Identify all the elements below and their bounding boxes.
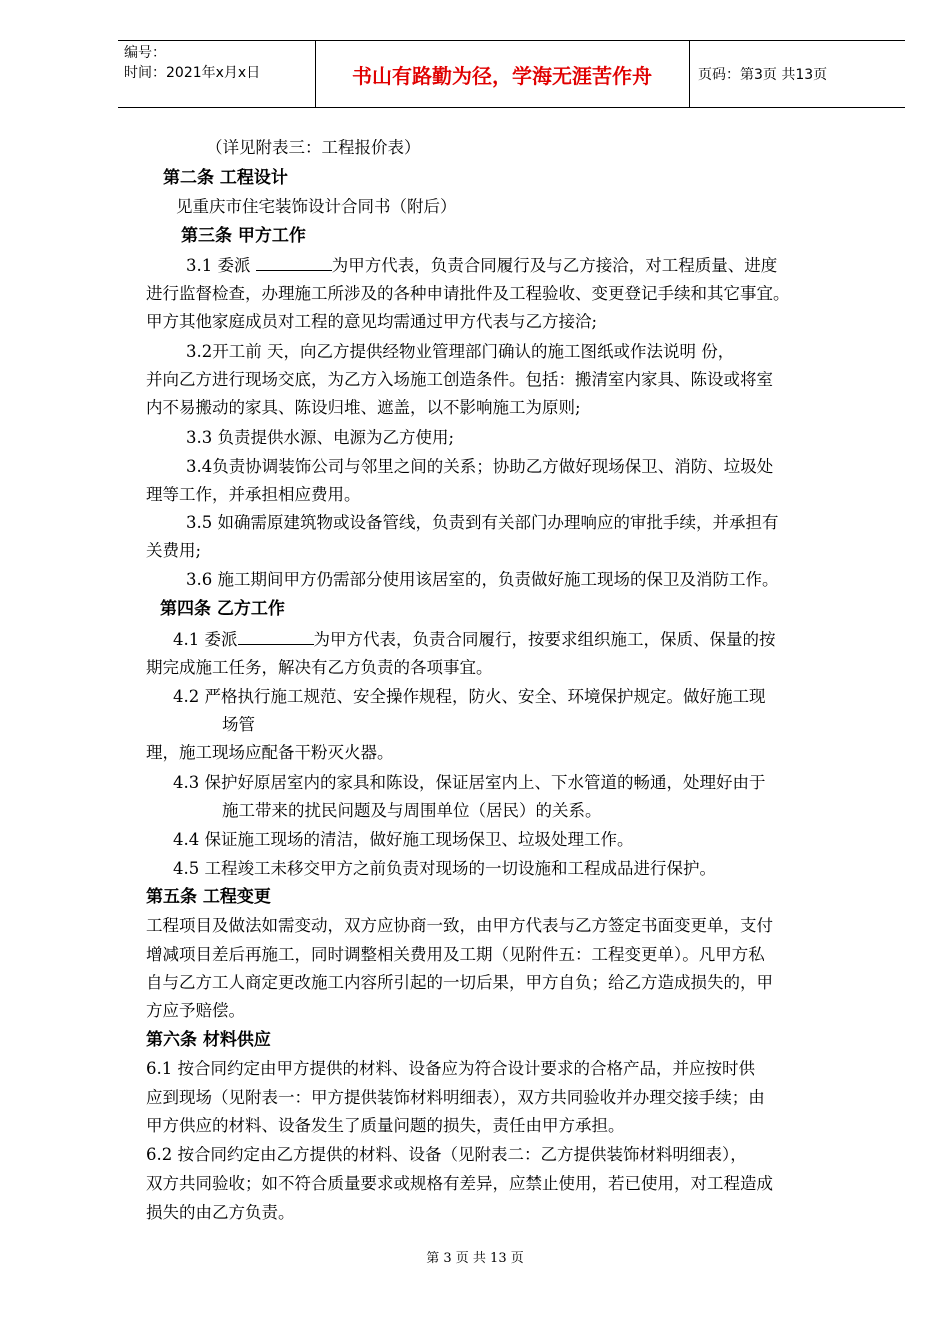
body-line: 方应予赔偿。 [146,1001,245,1020]
body-line: 3.2开工前 天，向乙方提供经物业管理部门确认的施工图纸或作法说明 份， [186,342,735,361]
body-line: 增减项目差后再施工，同时调整相关费用及工期（见附件五：工程变更单）。凡甲方私 [146,945,765,964]
header-meta [124,43,312,83]
body-line: 进行监督检查，办理施工所涉及的各种申请批件及工程验收、变更登记手续和其它事宜。 [146,284,790,303]
body-line: 4.5 工程竣工未移交甲方之前负责对现场的一切设施和工程成品进行保护。 [173,859,716,878]
fill-in-blank[interactable] [238,628,314,645]
body-line: 关费用; [146,541,202,560]
body-line: 理等工作，并承担相应费用。 [146,485,361,504]
body-line: 期完成施工任务，解决有乙方负责的各项事宜。 [146,658,493,677]
clause-text: 为甲方代表，负责合同履行及与乙方接洽，对工程质量、进度 [331,256,778,275]
body-line: 3.3 负责提供水源、电源为乙方使用; [186,428,455,447]
document-header [118,40,905,108]
section-heading: 第五条 工程变更 [146,887,271,907]
body-line: 损失的由乙方负责。 [146,1203,295,1222]
body-line: 见重庆市住宅装饰设计合同书（附后） [176,197,457,216]
body-line: 6.2 按合同约定由乙方提供的材料、设备（见附表二：乙方提供装饰材料明细表）， [146,1145,747,1164]
clause-text: 3.1 委派 [186,256,256,275]
doc-time-label: 时间：2021年x月x日 [124,65,261,81]
header-motto: 书山有路勤为径，学海无涯苦作舟 [352,63,652,88]
body-line: 内不易搬动的家具、陈设归堆、遮盖，以不影响施工为原则; [146,398,581,417]
body-line: 施工带来的扰民问题及与周围单位（居民）的关系。 [222,801,602,820]
section-heading: 第三条 甲方工作 [181,226,306,246]
doc-number-label: 编号： [124,45,166,61]
body-line: 甲方其他家庭成员对工程的意见均需通过甲方代表与乙方接洽; [146,312,598,331]
section-heading: 第二条 工程设计 [163,168,288,188]
body-line: 双方共同验收；如不符合质量要求或规格有差异，应禁止使用，若已使用，对工程造成 [146,1174,773,1193]
body-line [186,254,777,277]
body-line: 3.6 施工期间甲方仍需部分使用该居室的，负责做好施工现场的保卫及消防工作。 [186,570,779,589]
body-line: 甲方供应的材料、设备发生了质量问题的损失，责任由甲方承担。 [146,1116,625,1135]
fill-in-blank[interactable] [256,254,332,271]
body-line: 3.4负责协调装饰公司与邻里之间的关系；协助乙方做好现场保卫、消防、垃圾处 [186,457,774,476]
body-line: 4.2 严格执行施工规范、安全操作规程，防火、安全、环境保护规定。做好施工现 [173,687,766,706]
body-line: 理，施工现场应配备干粉灭火器。 [146,743,394,762]
body-line: 4.3 保护好原居室内的家具和陈设，保证居室内上、下水管道的畅通，处理好由于 [173,773,766,792]
body-line: 并向乙方进行现场交底，为乙方入场施工创造条件。包括：搬清室内家具、陈设或将室 [146,370,773,389]
section-heading: 第六条 材料供应 [146,1030,271,1050]
clause-text: 为甲方代表，负责合同履行，按要求组织施工，保质、保量的按 [313,630,776,649]
page-footer: 第 3 页 共 13 页 [426,1251,524,1266]
header-divider [689,40,690,108]
clause-text: 4.1 委派 [173,630,238,649]
body-line: 4.4 保证施工现场的清洁，做好施工现场保卫、垃圾处理工作。 [173,830,634,849]
section-heading: 第四条 乙方工作 [160,599,285,619]
body-line: 工程项目及做法如需变动，双方应协商一致，由甲方代表与乙方签定书面变更单，支付 [146,916,773,935]
header-page-number: 页码：第3页 共13页 [698,67,828,83]
body-line: 自与乙方工人商定更改施工内容所引起的一切后果，甲方自负；给乙方造成损失的，甲 [146,973,773,992]
body-line: 场管 [222,715,255,734]
body-line: 6.1 按合同约定由甲方提供的材料、设备应为符合设计要求的合格产品，并应按时供 [146,1059,755,1078]
body-line: 3.5 如确需原建筑物或设备管线，负责到有关部门办理响应的审批手续，并承担有 [186,513,779,532]
body-line: 应到现场（见附表一：甲方提供装饰材料明细表），双方共同验收并办理交接手续；由 [146,1088,765,1107]
body-line [173,628,776,651]
body-line: （详见附表三：工程报价表） [206,138,421,157]
